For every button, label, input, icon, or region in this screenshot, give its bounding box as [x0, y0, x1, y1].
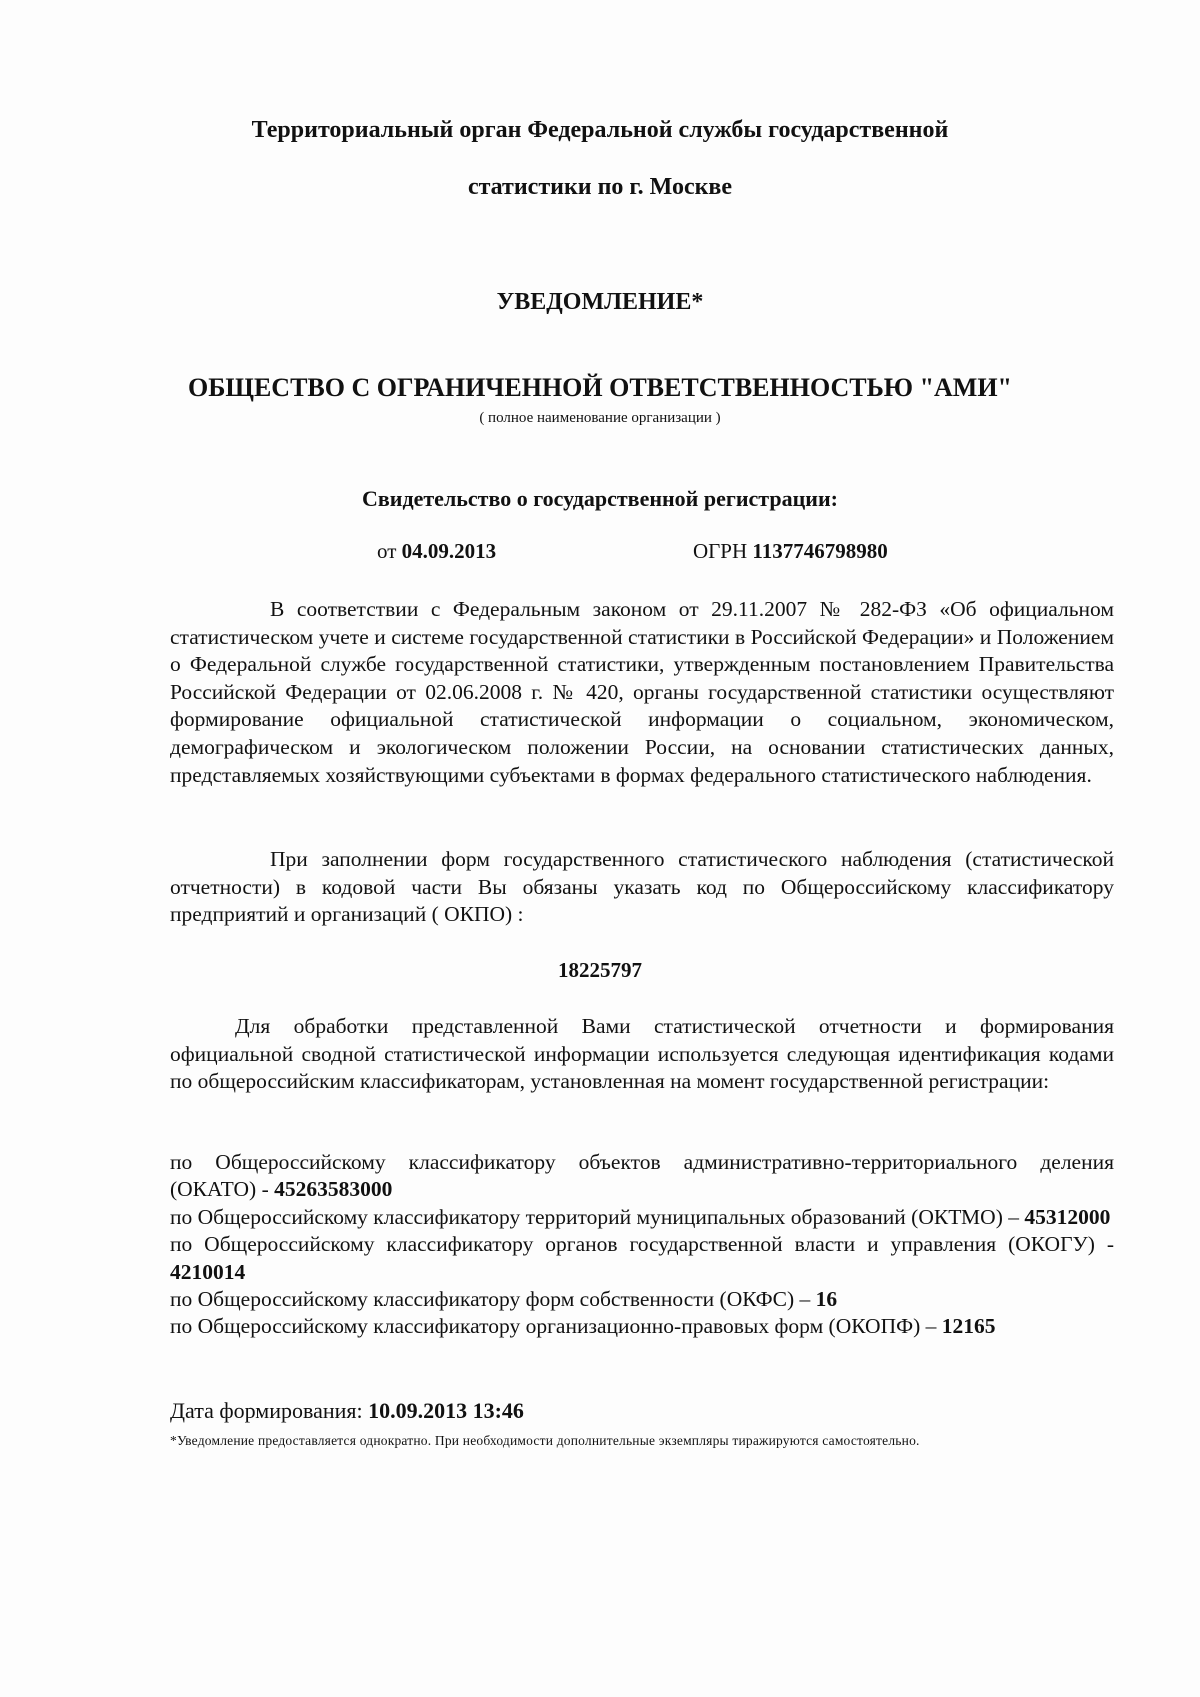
agency-header-line1: Территориальный орган Федеральной службы государственной	[251, 117, 949, 143]
registration-date-prefix: от	[377, 539, 397, 563]
code-label: по Общероссийскому классификатору органов государственной власти и управления (ОКОГУ) -	[170, 1232, 1114, 1257]
classifiers-intro-paragraph: Для обработки представленной Вами статистической отчетности и формирования официальной сводной статистической информации используется следующая идентификация кодами по общероссийским классификаторам, установленная на момент государственной регистрации:	[170, 1014, 1114, 1094]
registration-date-line	[377, 539, 496, 564]
code-line-okato	[170, 1149, 1114, 1204]
okpo-instruction-paragraph: При заполнении форм государственного статистического наблюдения (статистической отчетности) в кодовой части Вы обязаны указать код по Общероссийскому классификатору предприятий и организаций ( ОКПО) :	[170, 847, 1114, 927]
okpo-code: 18225797	[558, 958, 642, 982]
organization-name: ОБЩЕСТВО С ОГРАНИЧЕННОЙ ОТВЕТСТВЕННОСТЬЮ "АМИ"	[187, 373, 1012, 402]
formation-date-label: Дата формирования:	[170, 1398, 363, 1423]
formation-date-line	[170, 1398, 524, 1424]
registration-ogrn-line	[693, 539, 888, 564]
ogrn-value: 1137746798980	[752, 539, 888, 563]
okfs-code: 16	[815, 1287, 838, 1312]
okopf-code: 12165	[941, 1314, 996, 1339]
classifier-codes-list	[170, 1149, 1114, 1341]
notice-title: УВЕДОМЛЕНИЕ*	[496, 289, 704, 315]
code-line-okopf	[170, 1313, 1114, 1340]
ogrn-prefix: ОГРН	[693, 539, 748, 563]
code-line-okogu	[170, 1231, 1114, 1286]
code-line-oktmo	[170, 1204, 1114, 1231]
agency-header-line2: статистики по г. Москве	[467, 174, 733, 200]
okogu-code: 4210014	[170, 1259, 246, 1284]
code-label: по Общероссийскому классификатору форм собственности (ОКФС) –	[170, 1287, 816, 1312]
registration-date: 04.09.2013	[401, 539, 497, 563]
code-label: по Общероссийскому классификатору территорий муниципальных образований (ОКТМО) –	[170, 1204, 1025, 1229]
law-reference-paragraph: В соответствии с Федеральным законом от 29.11.2007 № 282-ФЗ «Об официальном статистическом учете и системе государственной статистики в Российской Федерации» и Положением о Федеральной службе государственной статистики, утвержденным постановлением Правительства Российской Федерации от 02.06.2008 г. № 420, органы государственной статистики осуществляют формирование официальной статистической информации о социальном, экономическом, демографическом и экологическом положении России, на основании статистических данных, представляемых хозяйствующими субъектами в формах федерального статистического наблюдения.	[170, 597, 1114, 787]
formation-date-value: 10.09.2013 13:46	[368, 1398, 524, 1423]
code-label: по Общероссийскому классификатору объектов административно-территориального деления (ОКАТО) -	[170, 1150, 1114, 1202]
organization-name-caption: ( полное наименование организации )	[479, 410, 721, 426]
footnote: *Уведомление предоставляется однократно. При необходимости дополнительные экземпляры тиражируются самостоятельно.	[170, 1433, 920, 1448]
code-label: по Общероссийскому классификатору организационно-правовых форм (ОКОПФ) –	[170, 1314, 942, 1339]
oktmo-code: 45312000	[1024, 1204, 1111, 1229]
registration-title: Свидетельство о государственной регистрации:	[362, 486, 838, 511]
okato-code: 45263583000	[274, 1177, 393, 1202]
code-line-okfs	[170, 1286, 1114, 1313]
